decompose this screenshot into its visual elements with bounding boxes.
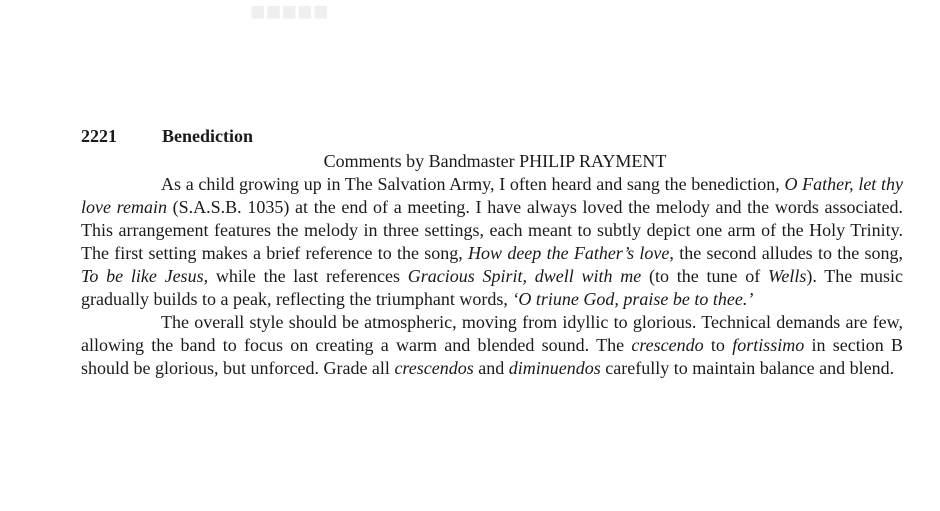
text-run: , while the last references xyxy=(203,266,408,286)
text-run: in section B should be glorious, but unforced. Grade all xyxy=(81,335,903,378)
show-through-text: ■■■■■ xyxy=(250,0,329,26)
text-run: (S.A.S.B. 1035) at the end of a meeting. I have always loved the melody and the words associated. This arrangement features the melody in three settings, each meant to subtly depict one arm of the Holy Trinity. The first setting makes a brief reference to the song, xyxy=(81,197,903,263)
commentary-body xyxy=(81,173,903,380)
text-run: and xyxy=(473,358,509,378)
text-run: to xyxy=(703,335,733,355)
text-run: ). The music gradually builds to a peak, reflecting the triumphant words, xyxy=(81,266,903,309)
italic-run: fortissimo xyxy=(732,335,805,355)
text-run: (to the tune of xyxy=(641,266,768,286)
italic-run: Wells xyxy=(768,266,807,286)
text-run: As a child growing up in The Salvation Army, I often heard and sang the benediction, xyxy=(161,174,785,194)
italic-run: crescendos xyxy=(394,358,474,378)
piece-number: 2221 xyxy=(81,126,117,146)
text-run: , the second alludes to the song, xyxy=(669,243,903,263)
italic-run: To be like Jesus xyxy=(81,266,204,286)
text-run: carefully to maintain balance and blend. xyxy=(600,358,895,378)
italic-run: diminuendos xyxy=(508,358,601,378)
piece-title: Benediction xyxy=(162,126,254,146)
italic-run: crescendo xyxy=(631,335,704,355)
text-run: The overall style should be atmospheric, moving from idyllic to glorious. Technical demands are few, allowing the band to focus on creating a warm and blended sound. The xyxy=(81,312,903,355)
paragraph-1 xyxy=(81,173,903,311)
italic-run: How deep the Father’s love xyxy=(468,243,670,263)
paragraph-2 xyxy=(81,311,903,380)
byline: Comments by Bandmaster PHILIP RAYMENT xyxy=(323,151,667,171)
italic-run: ‘O triune God, praise be to thee.’ xyxy=(512,289,754,309)
italic-run: O Father, let thy love remain xyxy=(81,174,903,217)
italic-run: Gracious Spirit, dwell with me xyxy=(407,266,642,286)
piece-heading xyxy=(81,124,253,148)
